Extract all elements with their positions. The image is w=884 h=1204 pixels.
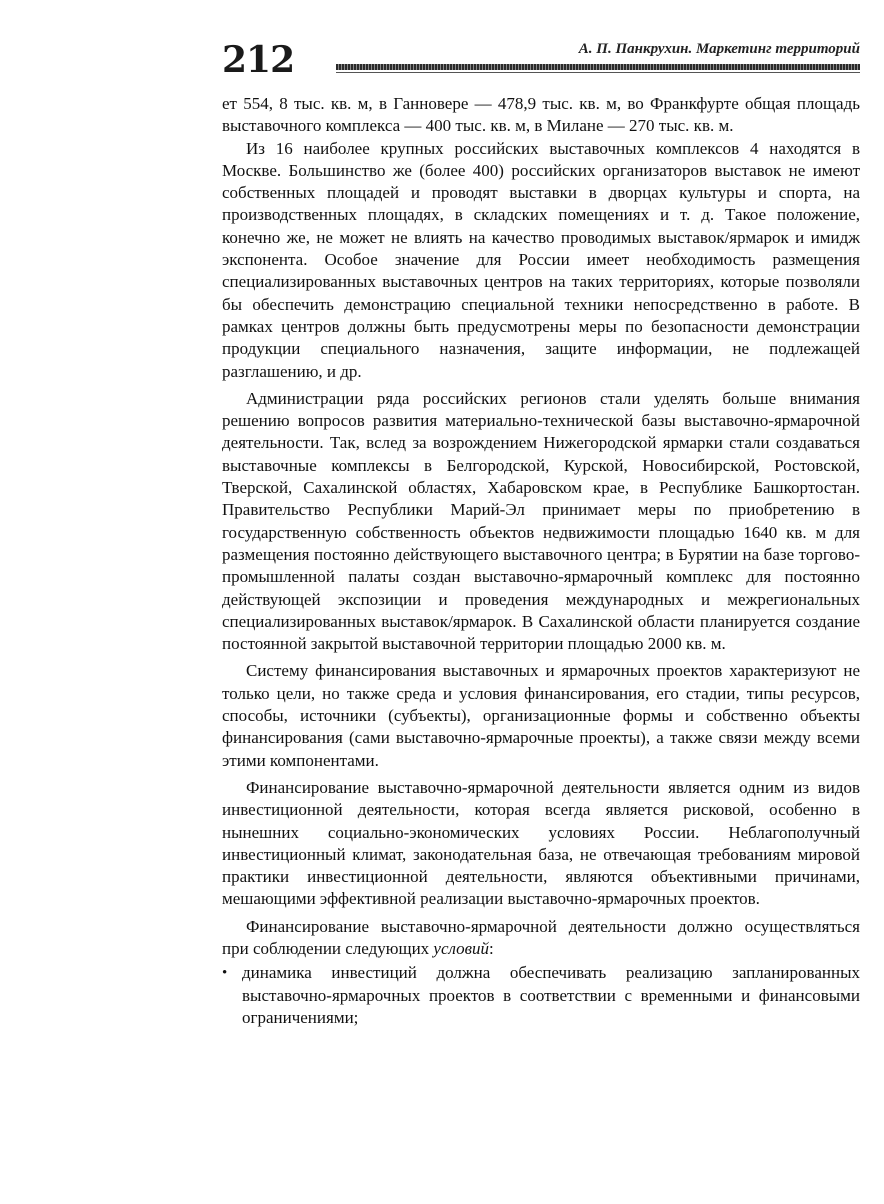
list-item	[222, 962, 860, 1029]
paragraph-investment-activity: Финансирование выставочно-ярмарочной деятельности является одним из видов инвестиционной деятельности, которая всегда является рисковой, особенно в нынешних социально-экономических условиях России. Неблагополучный инвестиционный климат, законодательная база, не отвечающая требованиям мировой практики инвестиционной деятельности, являются объективными причинами, мешающими эффективной реализации выставочно-ярмарочных проектов.	[222, 777, 860, 909]
paragraph-exhibition-complexes: Из 16 наиболее крупных российских выставочных комплексов 4 находятся в Москве. Большинство же (более 400) российских организаторов выставок не имеют собственных площадей и проводят выставки в дворцах культуры и спорта, на производственных площадях, в складских помещениях и т. д. Такое положение, конечно же, не может не влиять на качество проводимых выставок/ярмарок и имидж экспонента. Особое значение для России имеет необходимость размещения специализированных выставочных центров на таких территориях, которые позволяли бы обеспечить демонстрацию специальной техники непосредственно в работе. В рамках центров должны быть предусмотрены меры по безопасности демонстрации продукции специального назначения, защите информации, не подлежащей разглашению, и др.	[222, 138, 860, 381]
paragraph-financing-system: Систему финансирования выставочных и ярмарочных проектов характеризуют не только цели, но также среда и условия финансирования, его стадии, типы ресурсов, способы, источники (субъекты), организационные формы и собственно объекты финансирования (сами выставочно-ярмарочные проекты), а также связи между всеми этими компонентами.	[222, 661, 860, 770]
paragraph-continuation: ет 554, 8 тыс. кв. м, в Ганновере — 478,9 тыс. кв. м, во Франкфурте общая площадь выставочного комплекса — 400 тыс. кв. м, в Милане — 270 тыс. кв. м.	[222, 94, 860, 136]
conditions-italic-word: условий	[433, 938, 490, 958]
running-title: А. П. Панкрухин. Маркетинг территорий	[578, 41, 860, 57]
bullet-icon: •	[222, 965, 228, 982]
page-number: 212	[222, 39, 295, 81]
conditions-colon: :	[489, 938, 494, 958]
paragraph-conditions-intro	[222, 916, 860, 961]
header-rule	[336, 64, 860, 70]
list-item-text: динамика инвестиций должна обеспечивать реализацию запланированных выставочно-ярмарочных проектов в соответствии с временными и финансовыми ограничениями;	[242, 963, 860, 1027]
header-rule-thin	[336, 72, 860, 73]
paragraph-regional-administrations: Администрации ряда российских регионов стали уделять больше внимания решению вопросов развития материально-технической базы выставочно-ярмарочной деятельности. Так, вслед за возрождением Нижегородской ярмарки стали создаваться выставочные комплексы в Белгородской, Курской, Новосибирской, Ростовской, Тверской, Сахалинской областях, Хабаровском крае, в Республике Башкортостан. Правительство Республики Марий-Эл принимает меры по приобретению в государственную собственность объектов недвижимости площадью 1640 кв. м для размещения постоянно действующего выставочного центра; в Бурятии на базе торгово-промышленной палаты создан выставочно-ярмарочный комплекс для постоянно действующей экспозиции и проведения международных и межрегиональных специализированных выставок/ярмарок. В Сахалинской области планируется создание постоянной закрытой выставочной территории площадью 2000 кв. м.	[222, 388, 860, 654]
body-text	[222, 93, 860, 1029]
conditions-intro-text: Финансирование выставочно-ярмарочной деятельности должно осуществляться при соблюдении следующих	[222, 916, 860, 958]
conditions-list	[222, 962, 860, 1029]
